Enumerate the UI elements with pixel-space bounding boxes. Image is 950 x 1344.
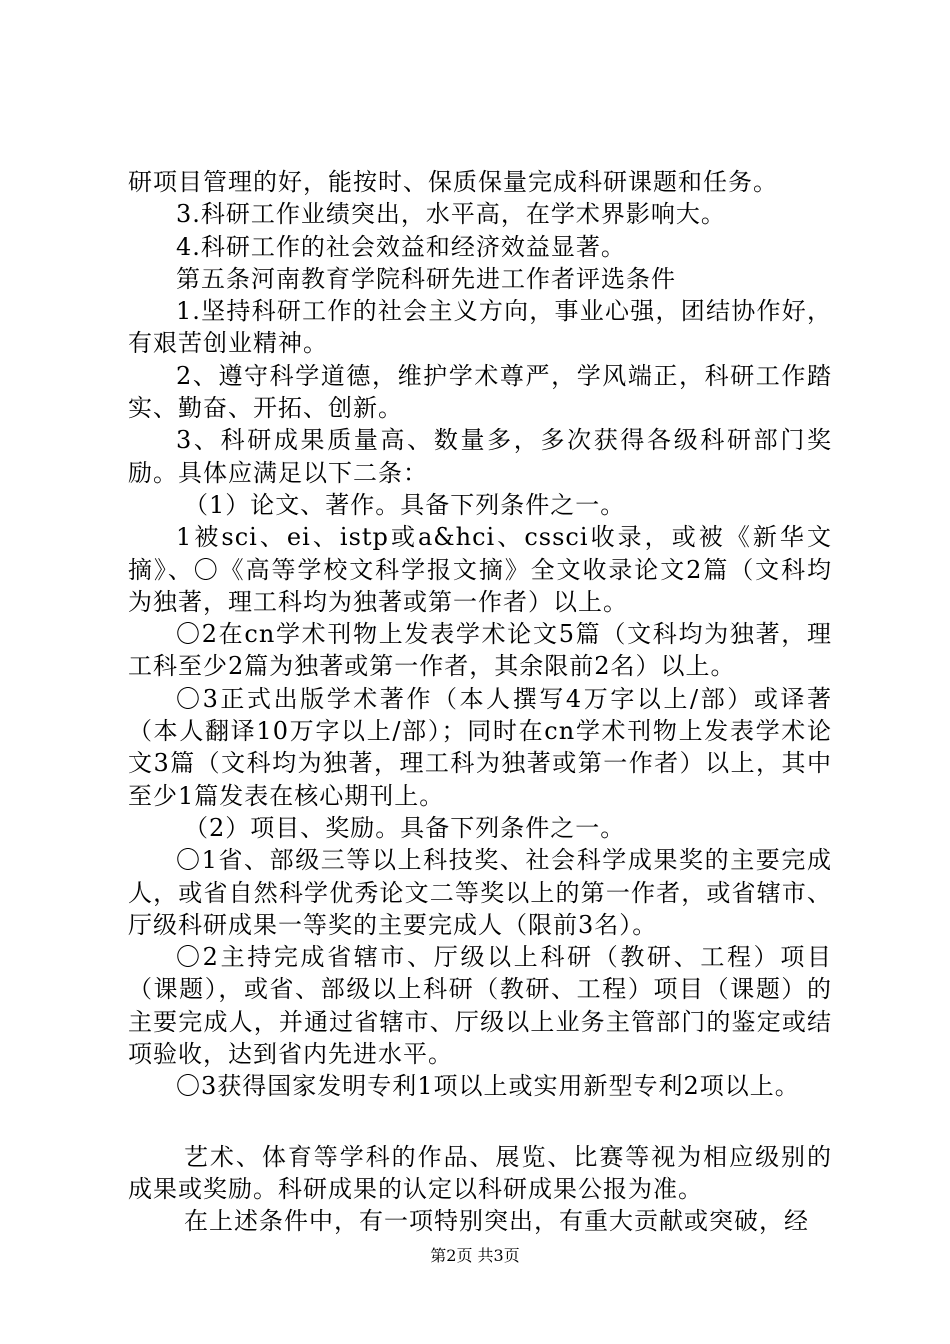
document-body — [128, 166, 832, 1238]
paragraph-condition-3: 3、科研成果质量高、数量多，多次获得各级科研部门奖励。具体应满足以下二条： — [128, 426, 832, 487]
paragraph-special-case: 在上述条件中，有一项特别突出，有重大贡献或突破，经 — [184, 1207, 809, 1236]
paragraph-gap — [128, 1103, 832, 1141]
subheading-projects-awards: （2）项目、奖励。具备下列条件之一。 — [184, 813, 626, 842]
paragraph-papers-item-1: 1被sci、ei、istp或a&hci、cssci收录，或被《新华文摘》、〇《高等学校文科学报文摘》全文收录论文2篇（文科均为独著，理工科均为独著或第一作者）以上。 — [128, 523, 832, 616]
paragraph-item-4: 4.科研工作的社会效益和经济效益显著。 — [176, 232, 626, 261]
page-footer: 第2页 共3页 — [430, 1246, 520, 1265]
paragraph-item-3: 3.科研工作业绩突出，水平高，在学术界影响大。 — [176, 200, 726, 229]
subheading-papers-works: （1）论文、著作。具备下列条件之一。 — [184, 490, 626, 519]
paragraph-condition-1: 1.坚持科研工作的社会主义方向，事业心强，团结协作好，有艰苦创业精神。 — [128, 297, 832, 358]
paragraph-projects-item-3: 〇3获得国家发明专利1项以上或实用新型专利2项以上。 — [176, 1072, 800, 1101]
paragraph-continuation: 研项目管理的好，能按时、保质保量完成科研课题和任务。 — [128, 168, 778, 196]
paragraph-papers-item-2: 〇2在cn学术刊物上发表学术论文5篇（文科均为独著，理工科至少2篇为独著或第一作者，其余限前2名）以上。 — [128, 620, 832, 681]
section-heading-article-5: 第五条河南教育学院科研先进工作者评选条件 — [176, 264, 676, 293]
paragraph-projects-item-1: 〇1省、部级三等以上科技奖、社会科学成果奖的主要完成人，或省自然科学优秀论文二等奖以上的第一作者，或省辖市、厅级科研成果一等奖的主要完成人（限前3名）。 — [128, 846, 832, 939]
paragraph-projects-item-2: 〇2主持完成省辖市、厅级以上科研（教研、工程）项目（课题），或省、部级以上科研（教研、工程）项目（课题）的主要完成人，并通过省辖市、厅级以上业务主管部门的鉴定或结项验收，达到省内先进水平。 — [128, 943, 832, 1069]
paragraph-papers-item-3: 〇3正式出版学术著作（本人撰写4万字以上/部）或译著（本人翻译10万字以上/部）；同时在cn学术刊物上发表学术论文3篇（文科均为独著，理工科为独著或第一作者）以上，其中至少1篇发表在核心期刊上。 — [128, 684, 832, 810]
paragraph-condition-2: 2、遵守科学道德，维护学术尊严，学风端正，科研工作踏实、勤奋、开拓、创新。 — [128, 361, 832, 423]
paragraph-arts-sports: 艺术、体育等学科的作品、展览、比赛等视为相应级别的成果或奖励。科研成果的认定以科研成果公报为准。 — [128, 1142, 832, 1203]
